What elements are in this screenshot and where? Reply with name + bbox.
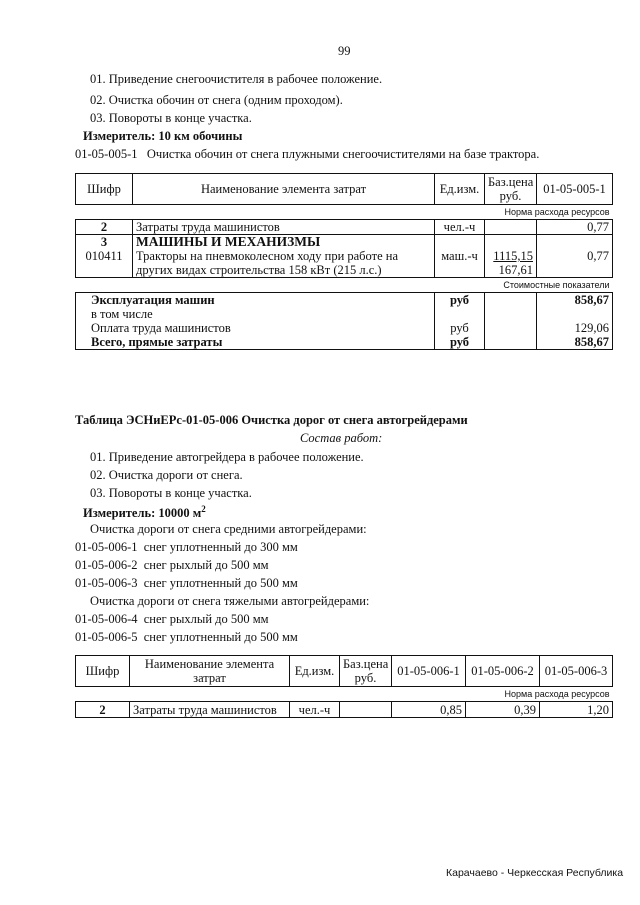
- meter-label: Измеритель: 10 км обочины: [83, 129, 243, 143]
- item-code: 01-05-006-4: [75, 612, 138, 626]
- exploit-value: 858,67: [574, 293, 609, 307]
- footer-region: Карачаево - Черкесская Республика: [446, 867, 624, 879]
- meter-text: Измеритель: 10000 м: [83, 506, 202, 521]
- header-code: Шифр: [76, 656, 130, 687]
- header-name-1: Наименование элемента: [144, 657, 275, 671]
- resource-table-1: [75, 173, 613, 350]
- table-row-v1: 0,85: [392, 702, 466, 718]
- machine-unit: маш.-ч: [435, 235, 485, 278]
- step-3: 03. Повороты в конце участка.: [90, 111, 252, 125]
- header-name-2: затрат: [193, 671, 226, 685]
- group-title: МАШИНЫ И МЕХАНИЗМЫ: [136, 234, 321, 249]
- table-title: Таблица ЭСНиЕРс-01-05-006 Очистка дорог от снега автогрейдерами: [75, 413, 468, 427]
- list-item: [75, 540, 298, 555]
- header-price: Баз.цена руб.: [485, 174, 537, 205]
- table-row-value: 0,77: [537, 220, 613, 235]
- machine-price: [485, 235, 537, 278]
- item-code: 01-05-006-2: [75, 558, 138, 572]
- machine-price-2: 167,61: [498, 263, 533, 277]
- code-desc: Очистка обочин от снега плужными снегоочистителями на базе трактора.: [146, 147, 540, 161]
- table-row-unit: чел.-ч: [435, 220, 485, 235]
- table-row-code: 2: [76, 702, 130, 718]
- cost-prices: [485, 293, 537, 350]
- table-row-code: [76, 235, 133, 278]
- code-line: [75, 147, 539, 162]
- header-price-2: руб.: [354, 671, 377, 685]
- resource-table-2: [75, 655, 613, 718]
- meter-sup: 2: [201, 504, 206, 514]
- wages-value: 129,06: [574, 321, 609, 335]
- machine-code: 010411: [85, 249, 123, 263]
- machine-name-2: других видах строительства 158 кВт (215 л.с.): [136, 263, 382, 277]
- total-name: Всего, прямые затраты: [91, 335, 223, 349]
- table-row-name: Затраты труда машинистов: [130, 702, 290, 718]
- header-c1: 01-05-006-1: [392, 656, 466, 687]
- code: 01-05-005-1: [75, 147, 138, 161]
- header-unit: Ед.изм.: [435, 174, 485, 205]
- header-price-1: Баз.цена: [343, 657, 389, 671]
- step-3: 03. Повороты в конце участка.: [90, 486, 252, 500]
- step-2: 02. Очистка дороги от снега.: [90, 468, 243, 482]
- total-value: 858,67: [574, 335, 609, 349]
- item-desc: снег рыхлый до 500 мм: [143, 558, 269, 572]
- table-row-name: [133, 235, 435, 278]
- table-row-price: [340, 702, 392, 718]
- header-col: 01-05-005-1: [537, 174, 613, 205]
- machine-price-1: 1115,15: [493, 249, 533, 263]
- norm-label: Норма расхода ресурсов: [76, 205, 613, 220]
- step-1: 01. Приведение автогрейдера в рабочее положение.: [90, 450, 364, 464]
- header-name: Наименование элемента затрат: [133, 174, 435, 205]
- item-desc: снег уплотненный до 300 мм: [143, 540, 298, 554]
- table-row-code: 2: [76, 220, 133, 235]
- item-code: 01-05-006-5: [75, 630, 138, 644]
- header-code: Шифр: [76, 174, 133, 205]
- composition-label: Состав работ:: [300, 431, 383, 445]
- step-2: 02. Очистка обочин от снега (одним проходом).: [90, 93, 343, 107]
- wages-unit: руб: [450, 321, 469, 335]
- wages-name: Оплата труда машинистов: [91, 321, 231, 335]
- page-number: 99: [338, 44, 351, 58]
- cost-values: [537, 293, 613, 350]
- incl-label: в том числе: [91, 307, 153, 321]
- item-desc: снег рыхлый до 500 мм: [143, 612, 269, 626]
- table-row-unit: чел.-ч: [290, 702, 340, 718]
- machine-name-1: Тракторы на пневмоколесном ходу при работе на: [136, 249, 398, 263]
- group-code: 3: [100, 235, 108, 249]
- machine-value: 0,77: [537, 235, 613, 278]
- group-1-label: Очистка дороги от снега средними автогрейдерами:: [90, 522, 367, 536]
- exploit-unit: руб: [449, 293, 470, 307]
- item-code: 01-05-006-1: [75, 540, 138, 554]
- table-row-price: [485, 220, 537, 235]
- table-row-v3: 1,20: [540, 702, 613, 718]
- group-2-label: Очистка дороги от снега тяжелыми автогрейдерами:: [90, 594, 370, 608]
- cost-label: Стоимостные показатели: [76, 278, 613, 293]
- cost-units: [435, 293, 485, 350]
- exploit-name: Эксплуатация машин: [91, 293, 215, 307]
- list-item: [75, 630, 298, 645]
- norm-label: Норма расхода ресурсов: [76, 687, 613, 702]
- cost-names: [76, 293, 435, 350]
- list-item: [75, 612, 269, 627]
- item-desc: снег уплотненный до 500 мм: [143, 630, 298, 644]
- table-row-v2: 0,39: [466, 702, 540, 718]
- header-name: [130, 656, 290, 687]
- item-code: 01-05-006-3: [75, 576, 138, 590]
- header-c3: 01-05-006-3: [540, 656, 613, 687]
- table-row-name: Затраты труда машинистов: [133, 220, 435, 235]
- total-unit: руб: [449, 335, 470, 349]
- step-1: 01. Приведение снегоочистителя в рабочее положение.: [90, 72, 383, 86]
- header-price: [340, 656, 392, 687]
- list-item: [75, 576, 298, 591]
- item-desc: снег уплотненный до 500 мм: [143, 576, 298, 590]
- meter-label: [83, 504, 206, 521]
- header-unit: Ед.изм.: [290, 656, 340, 687]
- list-item: [75, 558, 269, 573]
- header-c2: 01-05-006-2: [466, 656, 540, 687]
